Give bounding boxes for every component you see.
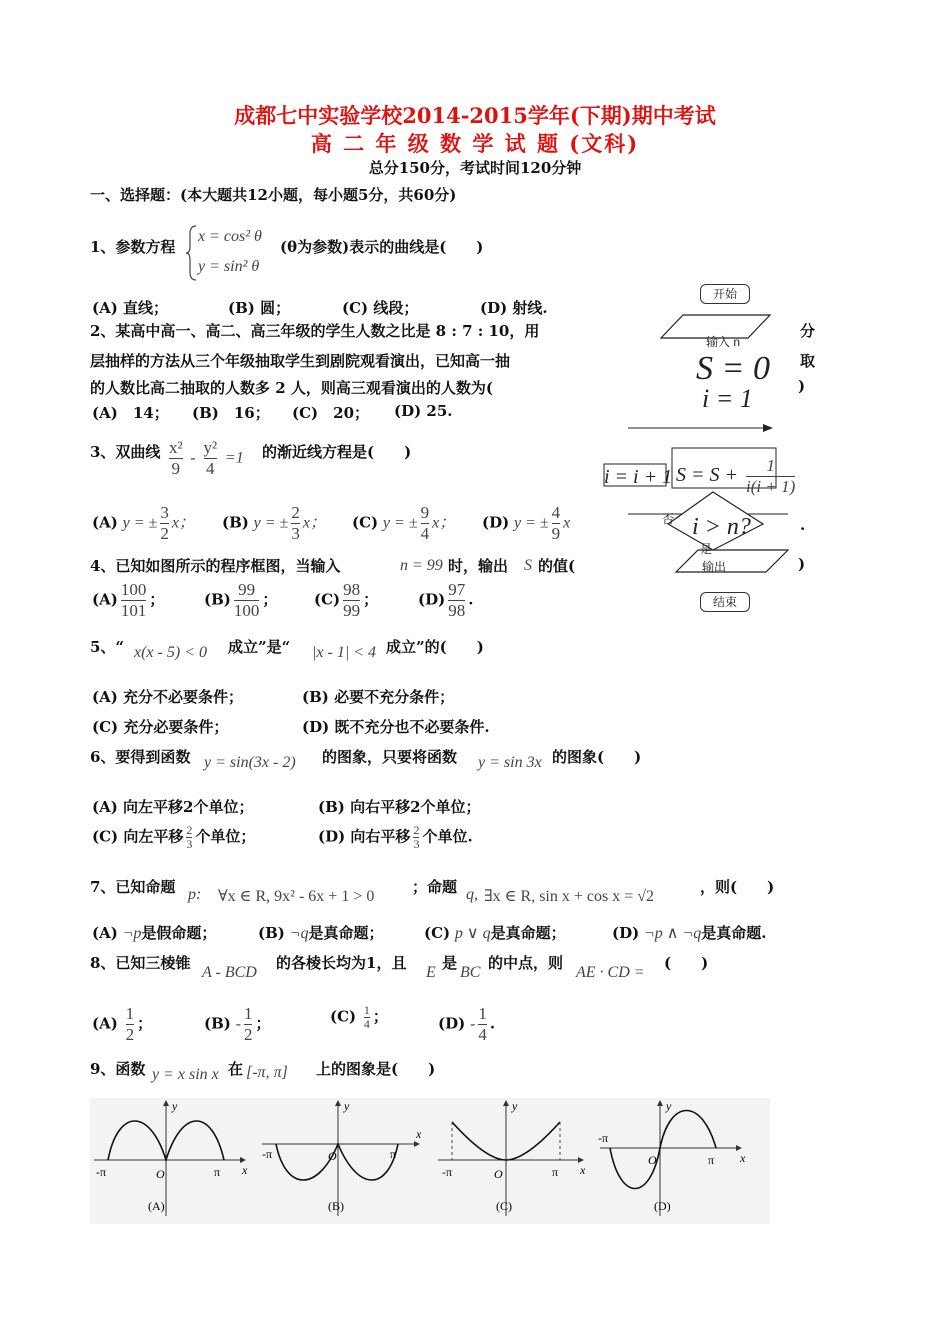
svg-text:x: x bbox=[580, 1163, 586, 1177]
q7-prefix: 7、已知命题 bbox=[90, 878, 176, 896]
q5-cond2: |x - 1| < 4 bbox=[312, 644, 377, 661]
q3-option-d: (D) y = ± $\frac{4}{9}$ x bbox=[482, 503, 571, 543]
svg-text:π: π bbox=[552, 1165, 559, 1179]
svg-text:π: π bbox=[708, 1153, 715, 1167]
q1-option-d: (D) 射线. bbox=[480, 299, 548, 317]
svg-text:π: π bbox=[214, 1165, 221, 1179]
q8-option-c: (C) $\frac{1}{4}$ ； bbox=[330, 1003, 388, 1031]
q6-source-function: y = sin 3x bbox=[478, 754, 542, 771]
q7-suffix: ，则( ) bbox=[700, 878, 775, 896]
q4-end: ) bbox=[798, 555, 806, 573]
q4-option-d: (D) $\frac{97}{98}$ . bbox=[418, 580, 474, 620]
q2-line1: 2、某高中高一、高二、高三年级的学生人数之比是 8 : 7 : 10，用 bbox=[90, 322, 540, 340]
q5-mid: 成立”是“ bbox=[228, 638, 291, 656]
q3-end-dot: . bbox=[800, 516, 806, 534]
flowchart-init-s: S = 0 bbox=[696, 350, 770, 387]
svg-text:-π: -π bbox=[442, 1165, 453, 1179]
flowchart-end: 结束 bbox=[700, 592, 750, 612]
q9-interval: [-π, π] bbox=[246, 1064, 288, 1081]
flowchart-output: 输出 bbox=[702, 560, 727, 574]
q4-text3: 的值( bbox=[538, 557, 576, 575]
q6-mid: 的图象，只要将函数 bbox=[322, 748, 458, 766]
q1-prefix: 1、参数方程 bbox=[90, 238, 176, 256]
exam-score-time: 总分150分，考试时间120分钟 bbox=[368, 159, 582, 177]
flowchart-init-i: i = 1 bbox=[702, 384, 753, 413]
q9-prefix: 9、函数 bbox=[90, 1060, 146, 1078]
q8-prefix: 8、已知三棱锥 bbox=[90, 954, 191, 972]
q1-option-b: (B) 圆； bbox=[228, 299, 291, 317]
q6-suffix: 的图象( ) bbox=[552, 748, 642, 766]
q3-frac-y: $\frac{\text{y²}}{4}$ bbox=[203, 438, 218, 478]
flowchart-condition: i > n? bbox=[692, 514, 751, 540]
q2-line2: 层抽样的方法从三个年级抽取学生到剧院观看演出，已知高一抽 bbox=[90, 352, 511, 370]
flowchart-update-i: i = i + 1 bbox=[604, 466, 673, 488]
q8-option-d: (D) - $\frac{1}{4}$ . bbox=[438, 1004, 496, 1044]
q3-suffix: 的渐近线方程是( ) bbox=[262, 443, 412, 461]
q2-option-a: (A) 14； bbox=[92, 404, 169, 422]
svg-text:O: O bbox=[156, 1167, 165, 1181]
q8-option-b: (B) - $\frac{1}{2}$ ； bbox=[204, 1004, 271, 1044]
flowchart-update-s: S = S + $\frac{1}{i(i + 1)}$ bbox=[676, 456, 796, 496]
q4-option-a: (A) $\frac{100}{101}$ ； bbox=[92, 580, 165, 620]
flowchart-lines bbox=[598, 280, 798, 620]
q1-eq-x: x = cos² θ bbox=[198, 228, 262, 245]
q4-text2: 时，输出 bbox=[448, 557, 509, 575]
q7-q-statement: ∃x ∈ R, sin x + cos x = √2 bbox=[484, 888, 655, 905]
flowchart-input: 输入 n bbox=[706, 335, 741, 349]
svg-text:x: x bbox=[740, 1151, 746, 1165]
q1-option-a: (A) 直线； bbox=[92, 299, 169, 317]
q3-frac-x: $\frac{\text{x²}}{9}$ bbox=[169, 438, 183, 478]
q5-option-d: (D) 既不充分也不必要条件. bbox=[302, 718, 490, 736]
q2-option-b: (B) 16； bbox=[192, 404, 270, 422]
q8-option-a: (A) $\frac{1}{2}$ ； bbox=[92, 1004, 153, 1044]
svg-text:y: y bbox=[666, 1099, 672, 1113]
svg-text:(A): (A) bbox=[148, 1199, 165, 1213]
q8-point-e: E bbox=[426, 964, 436, 981]
q4-option-c: (C) $\frac{98}{99}$ ； bbox=[314, 580, 379, 620]
q5-cond1: x(x - 5) < 0 bbox=[134, 644, 207, 661]
q2-line1-end: 分 bbox=[800, 322, 816, 340]
q4-text1: 4、已知如图所示的程序框图，当输入 bbox=[90, 557, 341, 575]
q1-option-c: (C) 线段； bbox=[342, 299, 419, 317]
q5-suffix: 成立”的( ) bbox=[386, 638, 484, 656]
svg-text:y: y bbox=[512, 1099, 518, 1113]
svg-text:y: y bbox=[344, 1099, 350, 1113]
q6-option-c: (C) 向左平移 $\frac{2}{3}$ 个单位； bbox=[92, 823, 256, 851]
svg-text:-π: -π bbox=[598, 1131, 609, 1145]
q4-n-value: n = 99 bbox=[400, 557, 443, 574]
q3-equation: $\frac{\text{x²}}{9}$ - $\frac{\text{y²}}{4}$ =1 bbox=[169, 438, 244, 478]
svg-text:O: O bbox=[328, 1149, 337, 1163]
q5-option-a: (A) 充分不必要条件； bbox=[92, 688, 244, 706]
q2-line3: 的人数比高二抽取的人数多 2 人，则高三观看演出的人数为( bbox=[90, 379, 493, 397]
svg-text:-π: -π bbox=[96, 1165, 107, 1179]
q9-mid: 在 bbox=[228, 1060, 244, 1078]
section-heading: 一、选择题：(本大题共12小题，每小题5分，共60分) bbox=[90, 186, 457, 204]
q7-option-a: (A) ¬p是假命题； bbox=[92, 924, 217, 942]
q3-option-c: (C) y = ± $\frac{9}{4}$ x； bbox=[352, 503, 456, 543]
q3-option-b: (B) y = ± $\frac{2}{3}$ x； bbox=[222, 503, 326, 543]
svg-text:x: x bbox=[416, 1127, 422, 1141]
flowchart-start: 开始 bbox=[700, 284, 750, 304]
q5-option-b: (B) 必要不充分条件； bbox=[302, 688, 455, 706]
q6-target-function: y = sin(3x - 2) bbox=[204, 754, 296, 771]
q7-p-label: p: bbox=[188, 886, 202, 903]
q6-prefix: 6、要得到函数 bbox=[90, 748, 191, 766]
svg-text:-π: -π bbox=[262, 1147, 273, 1161]
svg-text:O: O bbox=[494, 1167, 503, 1181]
q8-mid2: 是 bbox=[442, 954, 458, 972]
q6-option-a: (A) 向左平移2个单位； bbox=[92, 798, 254, 816]
q9-graphs bbox=[90, 1098, 770, 1224]
q1-eq-y: y = sin² θ bbox=[198, 258, 260, 275]
q8-mid1: 的各棱长均为1，且 bbox=[276, 954, 407, 972]
q8-mid3: 的中点，则 bbox=[488, 954, 564, 972]
q2-line3-end: ) bbox=[798, 377, 806, 395]
q7-option-d: (D) ¬p ∧ ¬q是真命题. bbox=[612, 924, 767, 942]
q6-option-b: (B) 向右平移2个单位； bbox=[318, 798, 481, 816]
q2-line2-end: 取 bbox=[800, 352, 816, 370]
q3-option-a: (A) y = ± $\frac{3}{2}$ x； bbox=[92, 503, 195, 543]
q3-prefix: 3、双曲线 bbox=[90, 443, 161, 461]
q9-suffix: 上的图象是( ) bbox=[316, 1060, 436, 1078]
q8-edge-bc: BC bbox=[460, 964, 481, 981]
q2-option-d: (D) 25. bbox=[394, 402, 453, 420]
q2-option-c: (C) 20； bbox=[292, 404, 370, 422]
svg-text:O: O bbox=[648, 1153, 657, 1167]
q5-option-c: (C) 充分必要条件； bbox=[92, 718, 229, 736]
q7-option-b: (B) ¬q是真命题； bbox=[258, 924, 384, 942]
svg-text:(C): (C) bbox=[496, 1199, 512, 1213]
q7-q-label: q, bbox=[466, 886, 478, 903]
q7-option-c: (C) p ∨ q是真命题； bbox=[424, 924, 566, 942]
flowchart-no-label: 否 bbox=[662, 512, 675, 526]
q8-expression: AE · CD = bbox=[576, 964, 645, 981]
q4-option-b: (B) $\frac{99}{100}$ ； bbox=[204, 580, 278, 620]
svg-text:x: x bbox=[242, 1163, 248, 1177]
flowchart-yes-label: 是 bbox=[700, 542, 713, 556]
svg-text:(D): (D) bbox=[654, 1199, 671, 1213]
q9-function: y = x sin x bbox=[152, 1066, 219, 1083]
q4-s-var: S bbox=[524, 557, 532, 574]
q7-p-statement: ∀x ∈ R, 9x² - 6x + 1 > 0 bbox=[218, 888, 375, 905]
svg-text:π: π bbox=[390, 1147, 397, 1161]
q5-prefix: 5、“ bbox=[90, 638, 125, 656]
exam-subject-title: 高 二 年 级 数 学 试 题 (文科) bbox=[310, 131, 640, 156]
q6-option-d: (D) 向右平移 $\frac{2}{3}$ 个单位. bbox=[318, 823, 473, 851]
q7-mid: ；命题 bbox=[412, 878, 458, 896]
svg-text:y: y bbox=[172, 1099, 178, 1113]
q1-stem: (θ为参数)表示的曲线是( ) bbox=[280, 238, 484, 256]
exam-title: 成都七中实验学校2014-2015学年(下期)期中考试 bbox=[234, 103, 716, 128]
q8-suffix: ( ) bbox=[664, 954, 709, 972]
svg-text:(B): (B) bbox=[328, 1199, 344, 1213]
q8-pyramid: A - BCD bbox=[202, 964, 257, 981]
